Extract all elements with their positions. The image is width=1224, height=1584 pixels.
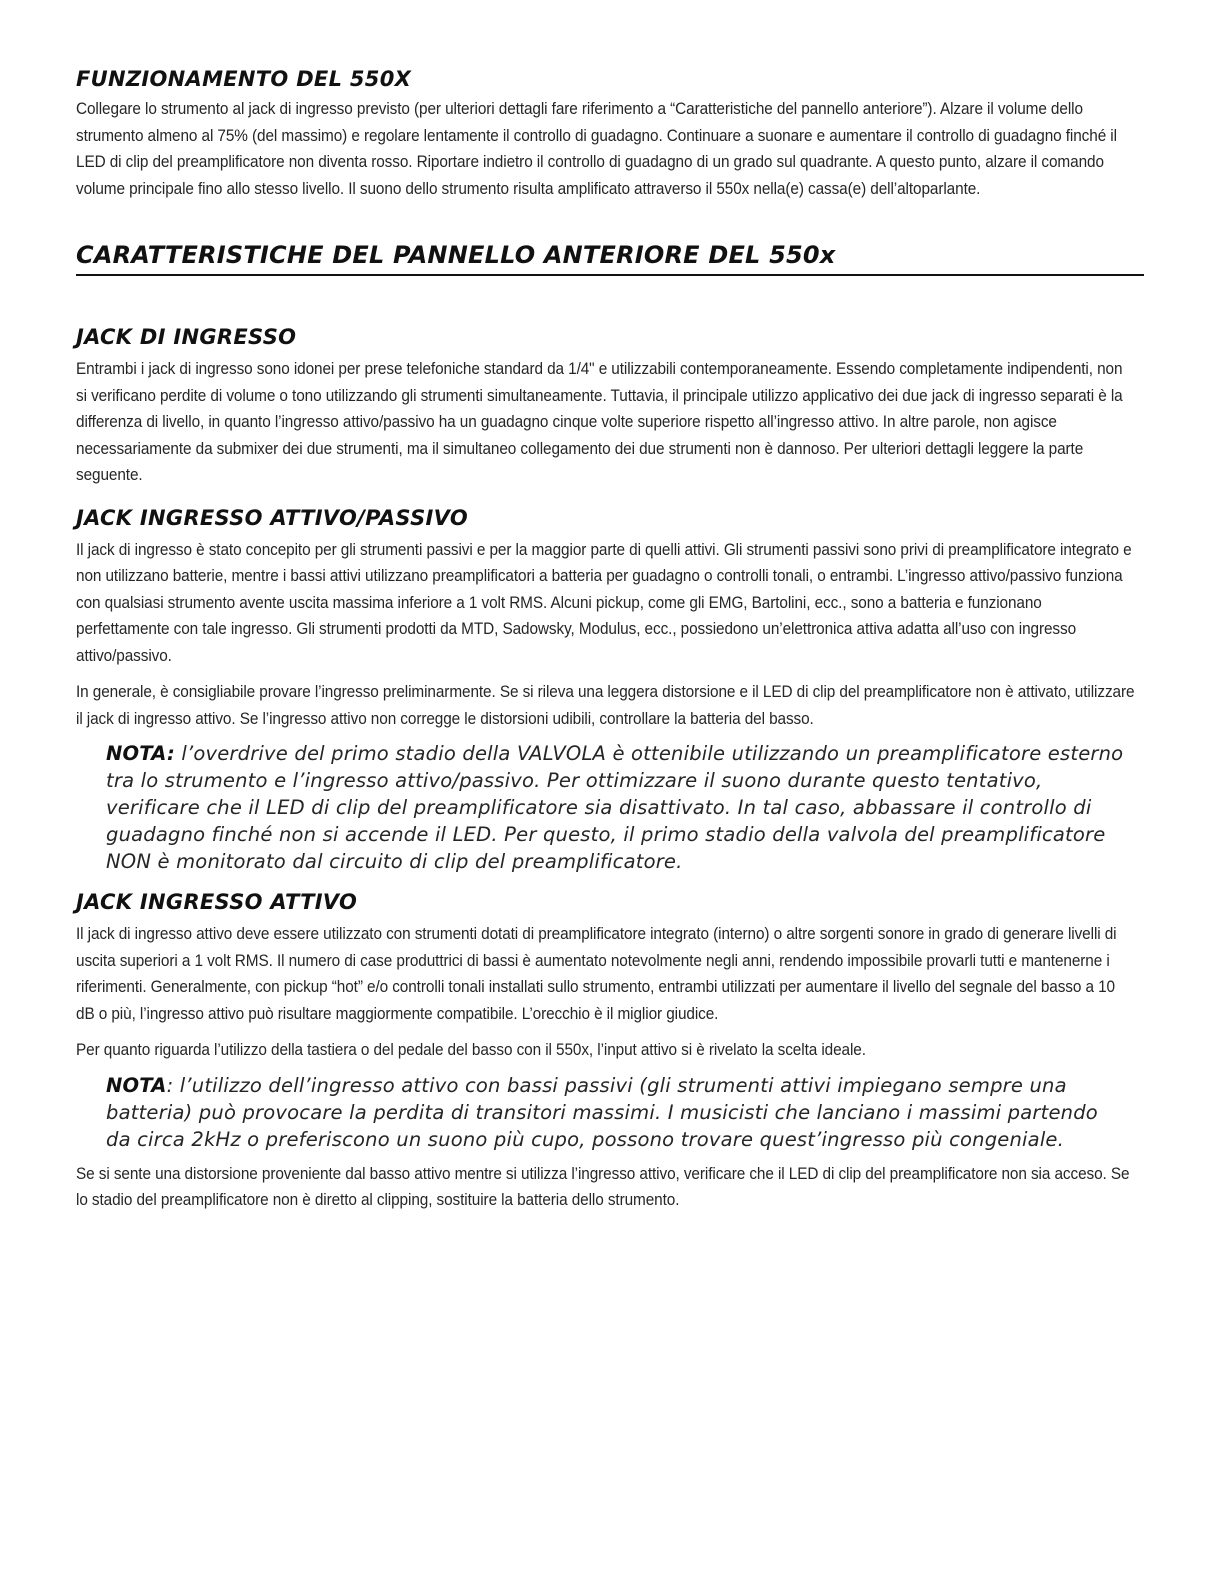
heading-jack-attivo: JACK INGRESSO ATTIVO [76, 890, 358, 914]
paragraph-attivo-1: Il jack di ingresso attivo deve essere utilizzato con strumenti dotati di preamplificatore integrato (interno) o altre sorgenti sonore in grado di generare livelli di uscita superiori a 1 volt RMS. Il numero di case produttrici di bassi è aumentato notevolmente negli anni, rendendo impossibile provarli tutti e mantenerne i riferimenti. Generalmente, con pickup “hot” e/o controlli tonali installati sullo strumento, entrambi utilizzati per aumentare il livello del segnale del basso a 10 dB o più, l’ingresso attivo può risultare maggiormente compatibile. L’orecchio è il miglior giudice. [76, 925, 1117, 1023]
note-label: NOTA: [106, 742, 175, 765]
paragraph-attivo-passivo-1: Il jack di ingresso è stato concepito per gli strumenti passivi e per la maggior parte di quelli attivi. Gli strumenti passivi sono privi di preamplificatore integrato e non utilizzano batterie, mentre i bassi attivi utilizzano preamplificatori a batteria per guadagno o controlli tonali, o entrambi. L’ingresso attivo/passivo funziona con qualsiasi strumento avente uscita massima inferiore a 1 volt RMS. Alcuni pickup, come gli EMG, Bartolini, ecc., sono a batteria e funzionano perfettamente con tale ingresso. Gli strumenti prodotti da MTD, Sadowsky, Modulus, ecc., possiedono un’elettronica attiva adatta all’uso con ingresso attivo/passivo. [76, 540, 1132, 665]
paragraph-funzionamento: Collegare lo strumento al jack di ingresso previsto (per ulteriori dettagli fare riferimento a “Caratteristiche del pannello anteriore”). Alzare il volume dello strumento almeno al 75% (del massimo) e regolare lentamente il controllo di guadagno. Continuare a suonare e aumentare il controllo di guadagno finché il LED di clip del preamplificatore non diventa rosso. Riportare indietro il controllo di guadagno di un grado sul quadrante. A questo punto, alzare il comando volume principale fino allo stesso livello. Il suono dello strumento risulta amplificato attraverso il 550x nella(e) cassa(e) dell’altoparlante. [76, 100, 1117, 198]
note-attivo [106, 1072, 1124, 1153]
document-page [76, 66, 1144, 1214]
heading-jack-ingresso: JACK DI INGRESSO [76, 325, 297, 349]
heading-funzionamento: FUNZIONAMENTO DEL 550X [76, 67, 412, 91]
paragraph-attivo-passivo-2: In generale, è consigliabile provare l’ingresso preliminarmente. Se si rileva una leggera distorsione e il LED di clip del preamplificatore non è attivato, utilizzare il jack di ingresso attivo. Se l’ingresso attivo non corregge le distorsioni udibili, controllare la batteria del basso. [76, 683, 1135, 728]
note-label: NOTA [106, 1073, 167, 1097]
paragraph-jack-ingresso: Entrambi i jack di ingresso sono idonei per prese telefoniche standard da 1/4" e utilizzabili contemporaneamente. Essendo completamente indipendenti, non si verificano perdite di volume o tono utilizzando gli strumenti simultaneamente. Tuttavia, il principale utilizzo applicativo dei due jack di ingresso separati è la differenza di livello, in quanto l’ingresso attivo/passivo ha un guadagno cinque volte superiore rispetto all’ingresso attivo. In altre parole, non agisce necessariamente da submixer dei due strumenti, ma il simultaneo collegamento dei due strumenti non è dannoso. Per ulteriori dettagli leggere la parte seguente. [76, 360, 1123, 484]
note-text: : l’utilizzo dell’ingresso attivo con bassi passivi (gli strumenti attivi impiegano sempre una batteria) può provocare la perdita di transitori massimi. I musicisti che lanciano i massimi partendo da circa 2kHz o preferiscono un suono più cupo, possono trovare quest’ingresso più congeniale. [106, 1073, 1098, 1151]
heading-jack-attivo-passivo: JACK INGRESSO ATTIVO/PASSIVO [76, 505, 468, 530]
note-attivo-passivo [106, 740, 1124, 875]
paragraph-attivo-3: Se si sente una distorsione proveniente dal basso attivo mentre si utilizza l’ingresso attivo, verificare che il LED di clip del preamplificatore non sia acceso. Se lo stadio del preamplificatore non è diretto al clipping, sostituire la batteria dello strumento. [76, 1164, 1130, 1209]
note-text: l’overdrive del primo stadio della VALVOLA è ottenibile utilizzando un preamplificatore esterno tra lo strumento e l’ingresso attivo/passivo. Per ottimizzare il suono durante questo tentativo, verificare che il LED di clip del preamplificatore sia disattivato. In tal caso, abbassare il controllo di guadagno finché non si accende il LED. Per questo, il primo stadio della valvola del preamplificatore NON è monitorato dal circuito di clip del preamplificatore. [106, 742, 1124, 873]
heading-caratteristiche: CARATTERISTICHE DEL PANNELLO ANTERIORE DEL 550x [76, 240, 1144, 276]
paragraph-attivo-2: Per quanto riguarda l’utilizzo della tastiera o del pedale del basso con il 550x, l’input attivo si è rivelato la scelta ideale. [76, 1041, 866, 1059]
